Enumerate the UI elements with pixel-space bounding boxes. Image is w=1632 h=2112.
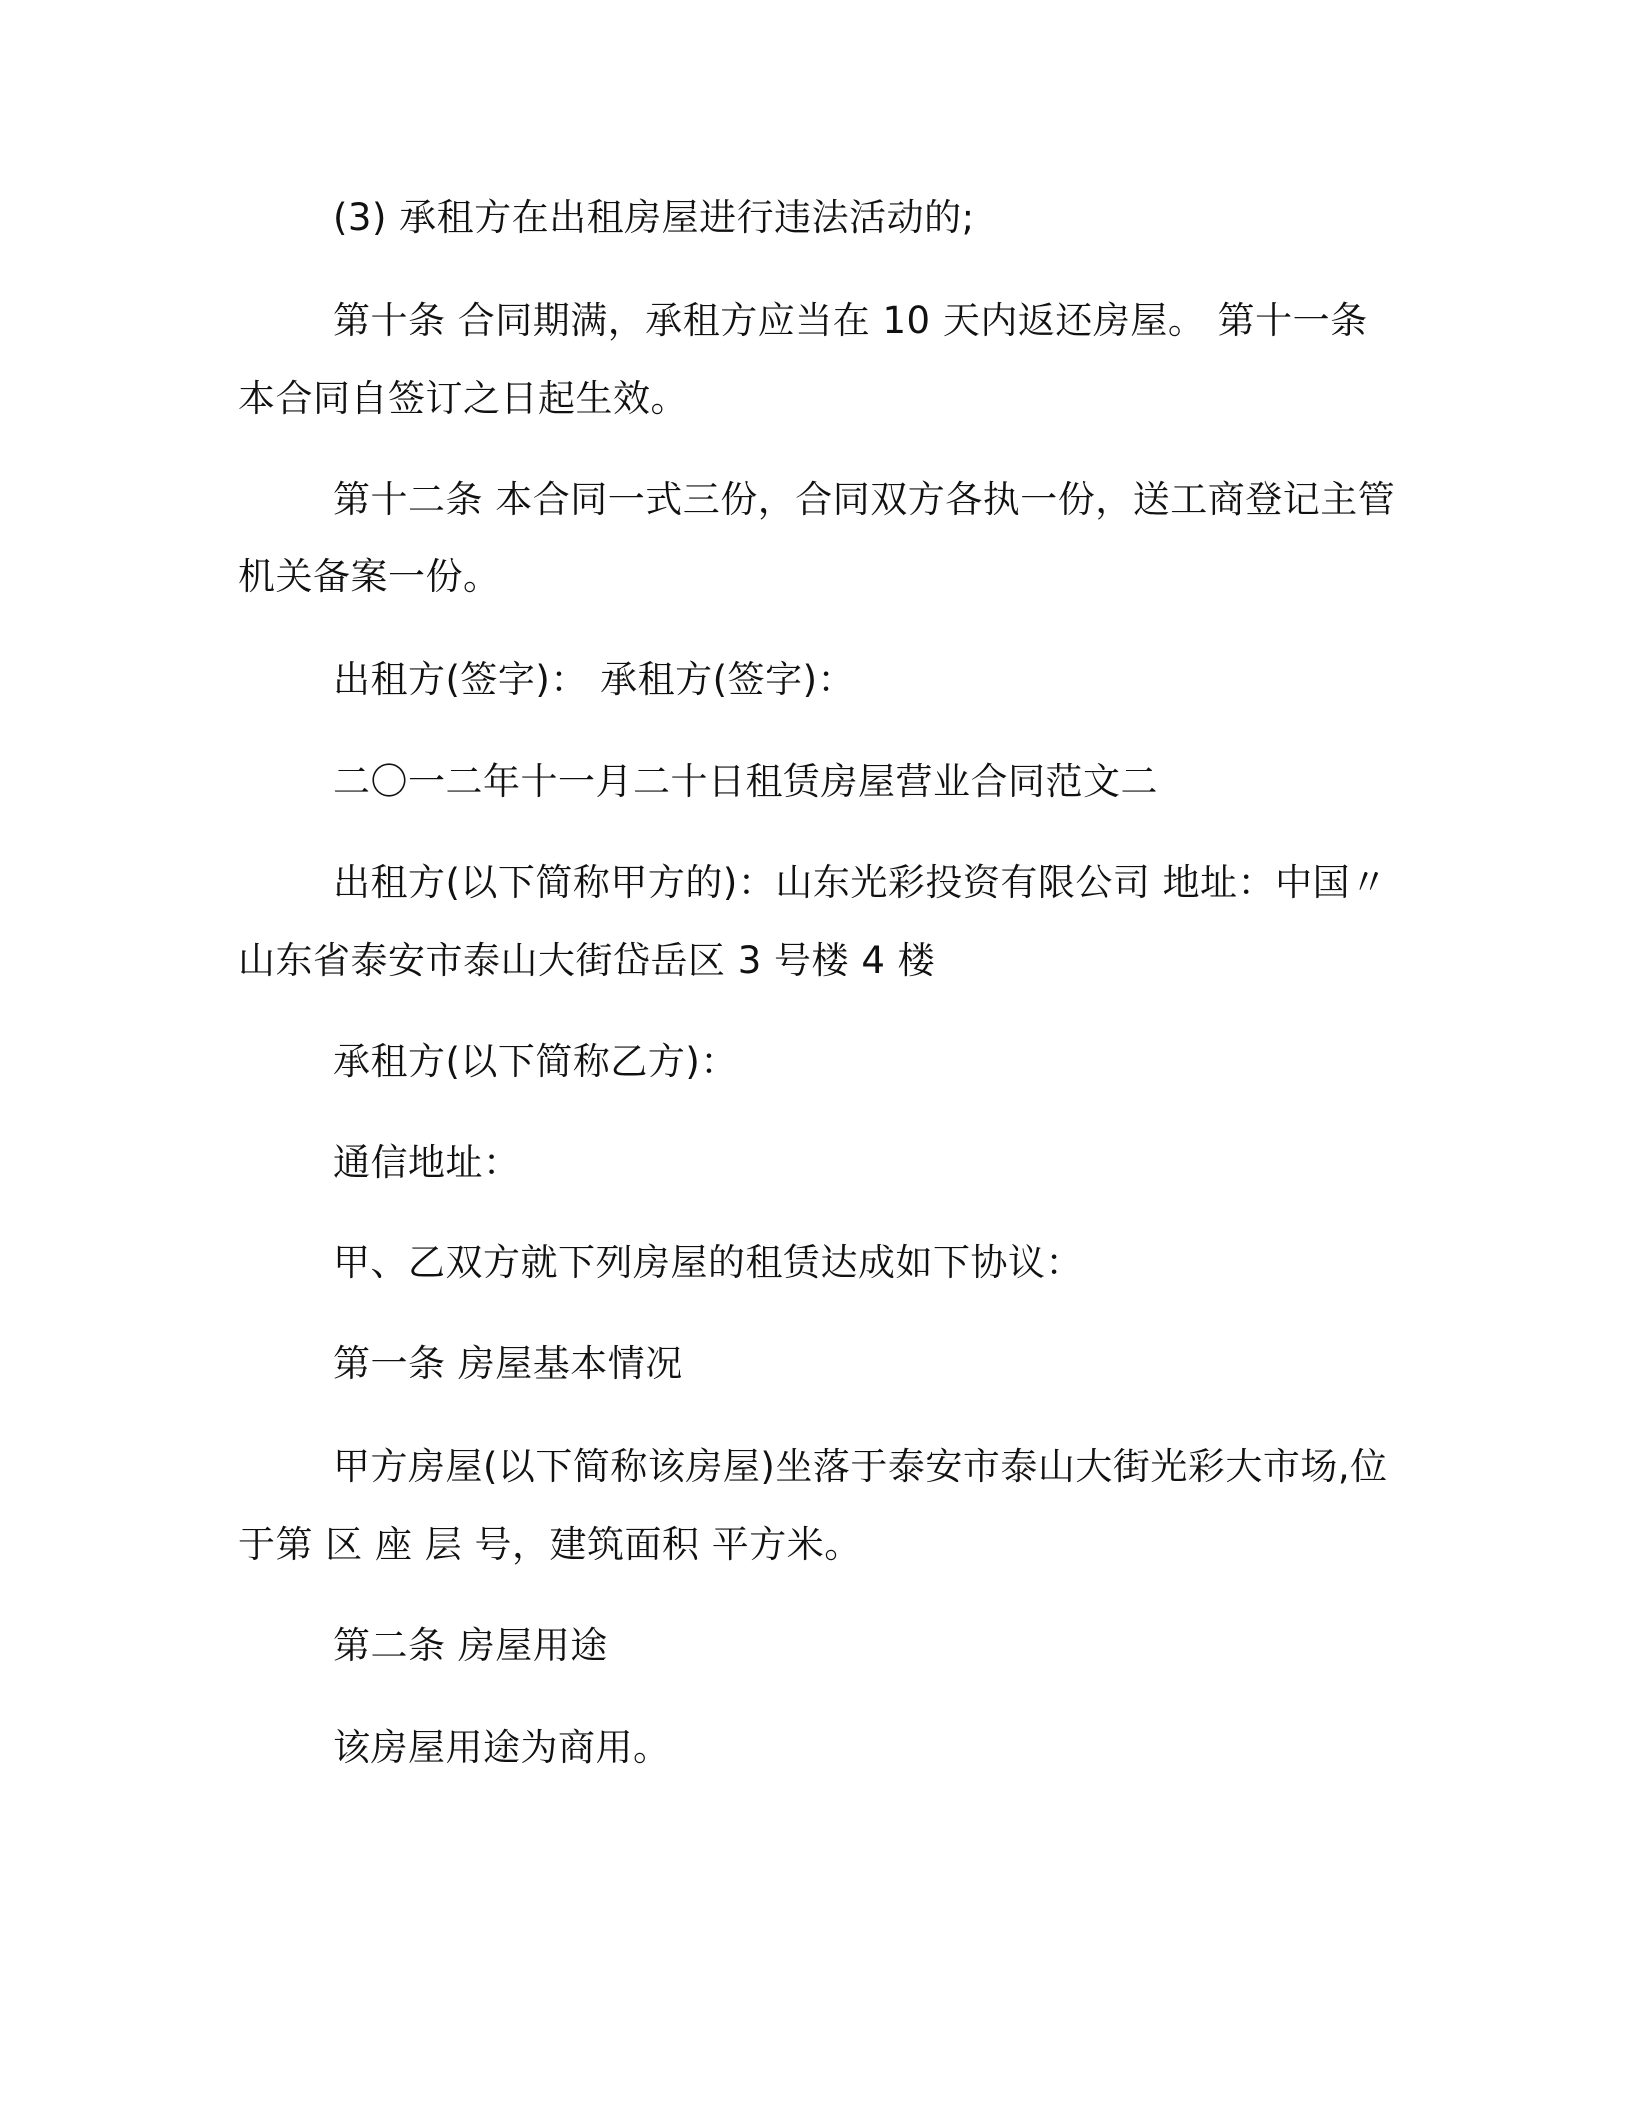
- article-12-line-1: 第十二条 本合同一式三份，合同双方各执一份，送工商登记主管: [333, 478, 1396, 521]
- lessee-line: 承租方(以下简称乙方)：: [333, 1040, 738, 1083]
- property-location-line-2: 于第 区 座 层 号，建筑面积 平方米。: [238, 1523, 862, 1566]
- property-location-line-1: 甲方房屋(以下简称该房屋)坐落于泰安市泰山大街光彩大市场,位: [333, 1445, 1388, 1488]
- article-1-heading: 第一条 房屋基本情况: [333, 1342, 683, 1385]
- mailing-address-line: 通信地址：: [333, 1141, 521, 1184]
- signature-line: 出租方(签字)： 承租方(签字)：: [333, 658, 856, 701]
- article-2-heading: 第二条 房屋用途: [333, 1624, 608, 1667]
- article-12-line-2: 机关备案一份。: [238, 555, 501, 598]
- lessor-line-1: 出租方(以下简称甲方的)：山东光彩投资有限公司 地址：中国〃: [333, 861, 1388, 904]
- date-and-title-line: 二〇一二年十一月二十日租赁房屋营业合同范文二: [333, 760, 1158, 803]
- article-10-line-1: 第十条 合同期满，承租方应当在 10 天内返还房屋。 第十一条: [333, 299, 1368, 342]
- agreement-intro-line: 甲、乙双方就下列房屋的租赁达成如下协议：: [333, 1241, 1083, 1284]
- lessor-address-line-2: 山东省泰安市泰山大街岱岳区 3 号楼 4 楼: [238, 939, 936, 982]
- property-use-line: 该房屋用途为商用。: [333, 1726, 671, 1769]
- clause-item-3: (3) 承租方在出租房屋进行违法活动的;: [333, 196, 975, 239]
- article-11-line-2: 本合同自签订之日起生效。: [238, 377, 688, 420]
